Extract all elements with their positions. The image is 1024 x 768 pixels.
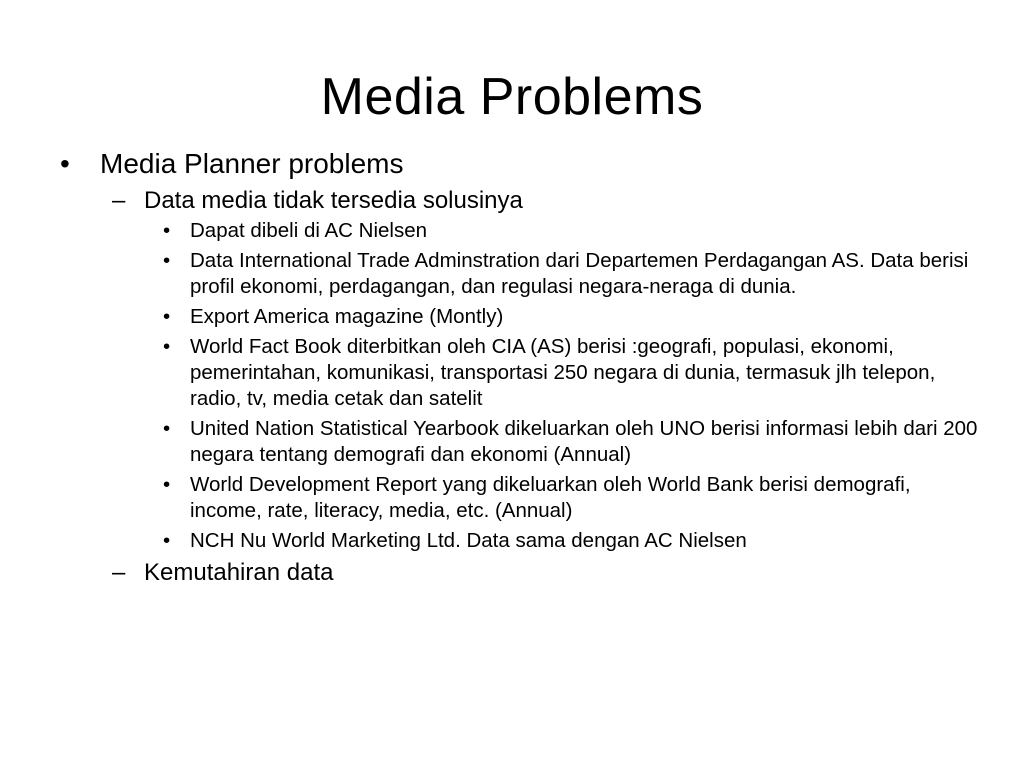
- bullet-dot-icon: •: [163, 219, 171, 242]
- bullet-dot-icon: •: [163, 529, 171, 552]
- sub-bullet-text: Data media tidak tersedia solusinya: [144, 187, 523, 214]
- list-item: [58, 416, 978, 468]
- list-item: [58, 334, 978, 412]
- list-item: [58, 248, 978, 300]
- dash-bullet-icon: –: [112, 187, 126, 214]
- bullet-text: Media Planner problems: [100, 148, 404, 179]
- slide-title: Media Problems: [320, 68, 704, 126]
- list-item: [58, 304, 978, 330]
- source-list: [58, 218, 978, 554]
- bullet-dot-icon: •: [163, 249, 171, 272]
- list-item-text: NCH Nu World Marketing Ltd. Data sama dengan AC Nielsen: [190, 529, 747, 552]
- bullet-dot-icon: •: [163, 335, 171, 358]
- list-item-text: Export America magazine (Montly): [190, 305, 504, 328]
- bullet-media-planner-problems: [58, 146, 978, 182]
- sub-bullet-text: Kemutahiran data: [144, 559, 334, 586]
- bullet-dot-icon: •: [163, 417, 171, 440]
- list-item-text: World Development Report yang dikeluarkan oleh World Bank berisi demografi, income, rate, literacy, media, etc. (Annual): [190, 473, 911, 522]
- slide-content: [58, 146, 978, 590]
- sub-bullet-kemutahiran-data: [58, 558, 978, 588]
- list-item-text: United Nation Statistical Yearbook dikeluarkan oleh UNO berisi informasi lebih dari 200 negara tentang demografi dan ekonomi (Annual): [190, 417, 978, 466]
- bullet-dot-icon: •: [60, 148, 70, 179]
- list-item-text: Data International Trade Adminstration dari Departemen Perdagangan AS. Data berisi profil ekonomi, perdagangan, dan regulasi negara-neraga di dunia.: [190, 249, 969, 298]
- bullet-dot-icon: •: [163, 305, 171, 328]
- list-item-text: Dapat dibeli di AC Nielsen: [190, 219, 428, 242]
- dash-bullet-icon: –: [112, 559, 126, 586]
- list-item: [58, 528, 978, 554]
- bullet-dot-icon: •: [163, 473, 171, 496]
- list-item-text: World Fact Book diterbitkan oleh CIA (AS) berisi :geografi, populasi, ekonomi, pemerintahan, komunikasi, transportasi 250 negara di dunia, termasuk jlh telepon, radio, tv, media cetak dan satelit: [190, 335, 936, 410]
- list-item: [58, 472, 978, 524]
- list-item: [58, 218, 978, 244]
- sub-bullet-data-media: [58, 186, 978, 216]
